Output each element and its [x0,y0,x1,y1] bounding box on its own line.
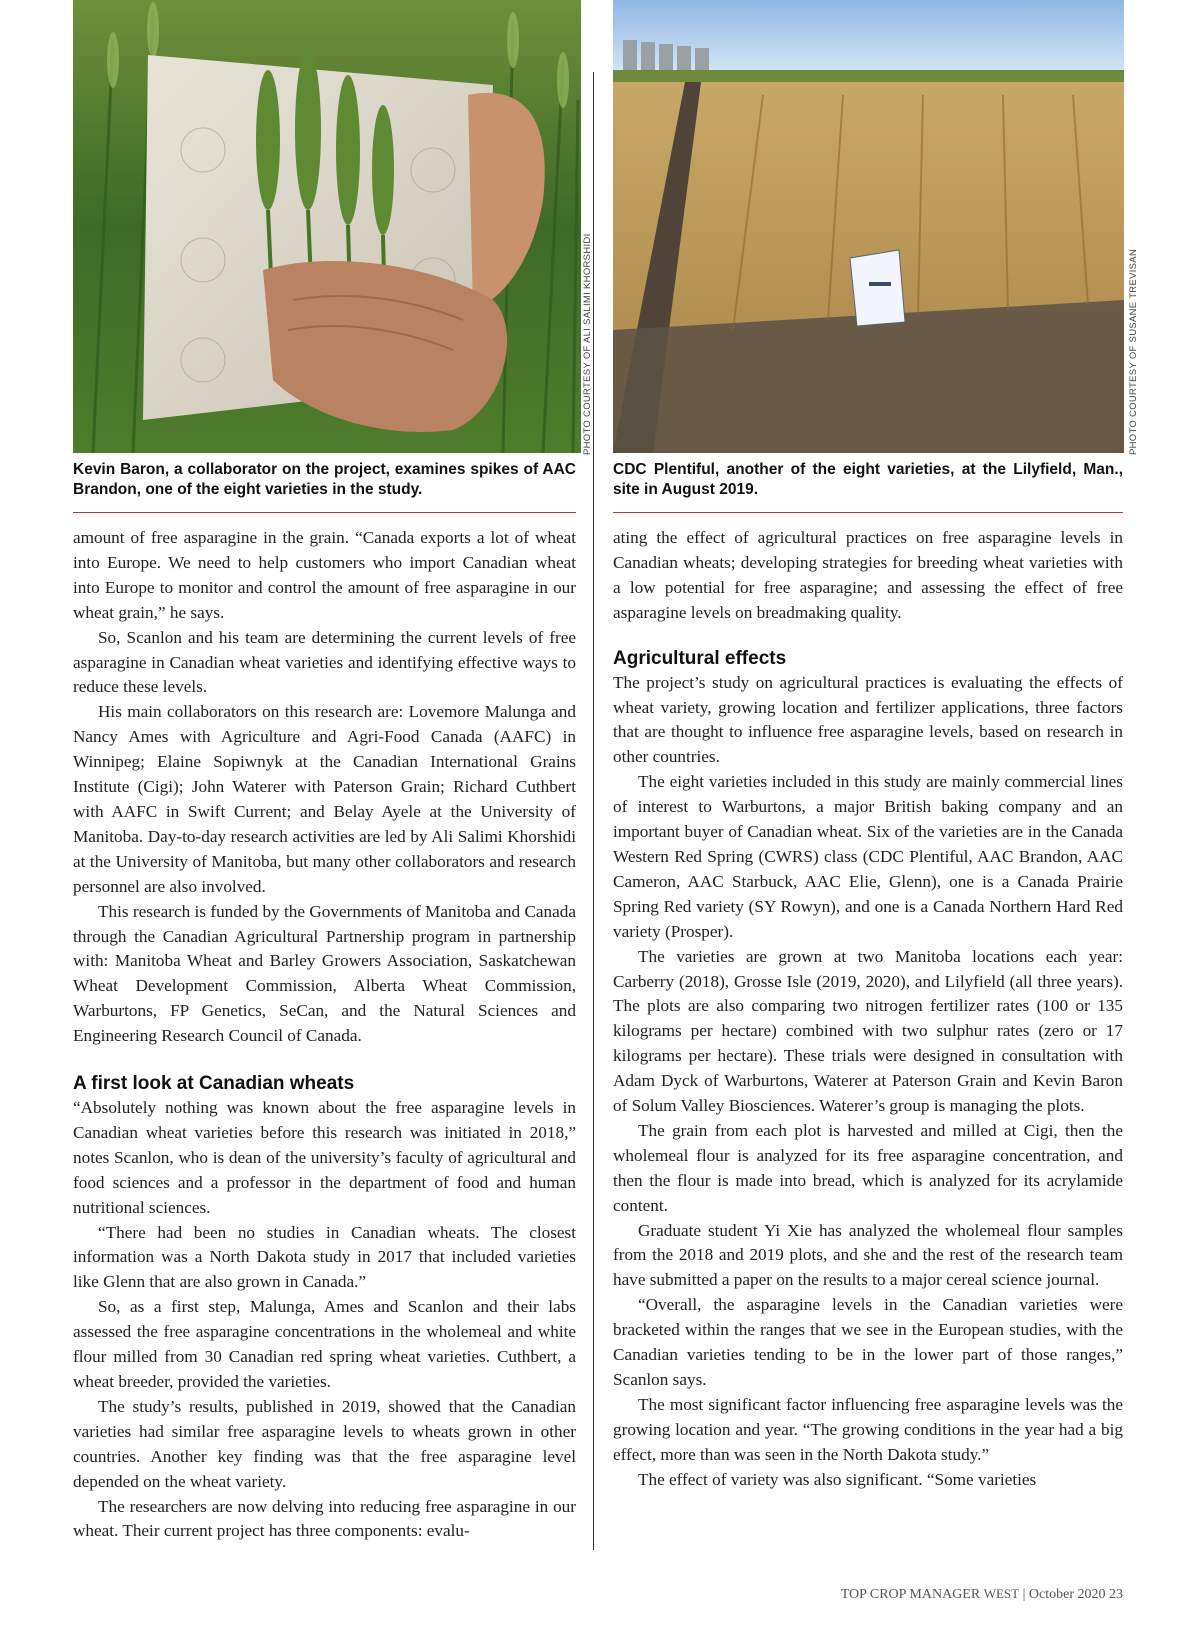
photo-caption-right: CDC Plentiful, another of the eight varieties, at the Lilyfield, Man., site in August 2019. [613,461,1123,498]
column-divider [593,72,594,1550]
body-paragraph: ating the effect of agricultural practices on free asparagine levels in Canadian wheats; developing strategies for breeding wheat varieties with a low potential for free asparagine; and assessing the effect of free asparagine levels on breadmaking quality. [613,528,1123,622]
photo-wheat-plots [613,0,1124,453]
body-paragraph: The varieties are grown at two Manitoba locations each year: Carberry (2018), Grosse Isle (2019, 2020), and Lilyfield (all three years). The plots are also comparing two nitrogen fertilizer rates (100 or 135 kilograms per hectare) combined with two sulphur rates (zero or 17 kilograms per hectare). These trials were designed in consultation with Adam Dyck of Warburtons, Waterer at Paterson Grain and Kevin Baron of Solum Valley Biosciences. Waterer’s group is managing the plots. [613,946,1123,1116]
footer-separator: | [1022,1587,1026,1602]
body-paragraph: The eight varieties included in this study are mainly commercial lines of interest to Warburtons, a major British baking company and an important buyer of Canadian wheat. Six of the varieties are in the Canada Western Red Spring (CWRS) class (CDC Plentiful, AAC Brandon, AAC Cameron, AAC Starbuck, AAC Elie, Glenn), one is a Canada Prairie Spring Red variety (SY Rowyn), and one is a Canada Northern Hard Red variety (Prosper). [613,772,1123,941]
section-heading: Agricultural effects [613,647,787,669]
body-paragraph: His main collaborators on this research are: Lovemore Malunga and Nancy Ames with Agriculture and Agri-Food Canada (AAFC) in Winnipeg; Elaine Sopiwnyk at the Canadian International Grains Institute (Cigi); John Waterer with Paterson Grain; Richard Cuthbert with AAFC in Swift Current; and Belay Ayele at the University of Manitoba. Day-to-day research activities are led by Ali Salimi Khorshidi at the University of Manitoba, but many other collaborators and research personnel are also involved. [73,702,576,896]
wheat-spikes-image [73,0,581,453]
body-paragraph: Graduate student Yi Xie has analyzed the wholemeal flour samples from the 2018 and 2019 plots, and she and the rest of the research team have submitted a paper on the results to a major cereal science journal. [613,1220,1123,1290]
publication-name: TOP CROP MANAGER [840,1587,981,1602]
body-paragraph: “There had been no studies in Canadian wheats. The closest information was a North Dakota study in 2017 that included varieties like Glenn that are also grown in Canada.” [73,1222,576,1292]
article-left-column [73,526,576,1544]
article-right-column [613,526,1123,1493]
body-paragraph: So, Scanlon and his team are determining the current levels of free asparagine in Canadian wheat varieties and identifying effective ways to reduce these levels. [73,627,576,697]
issue-date-page: October 2020 23 [1028,1587,1123,1602]
body-paragraph: So, as a first step, Malunga, Ames and Scanlon and their labs assessed the free asparagine concentrations in the wholemeal and white flour milled from 30 Canadian red spring wheat varieties. Cuthbert, a wheat breeder, provided the varieties. [73,1297,576,1391]
body-paragraph: The study’s results, published in 2019, showed that the Canadian varieties had similar free asparagine levels to wheats grown in other countries. Another key finding was that the free asparagine level depended on the wheat variety. [73,1396,576,1491]
caption-rule-right [613,512,1123,513]
photo-caption-left: Kevin Baron, a collaborator on the project, examines spikes of AAC Brandon, one of the eight varieties in the study. [73,461,576,498]
body-paragraph: The project’s study on agricultural practices is evaluating the effects of wheat variety, growing location and fertilizer applications, three factors that are thought to influence free asparagine levels, based on research in other countries. [613,672,1123,767]
body-paragraph: The most significant factor influencing free asparagine levels was the growing location and year. “The growing conditions in the year had a big effect, more than was seen in the North Dakota study.” [613,1394,1123,1464]
body-paragraph: “Absolutely nothing was known about the free asparagine levels in Canadian wheat varieties before this research was initiated in 2018,” notes Scanlon, who is dean of the university’s faculty of agricultural and food sciences and a professor in the department of food and human nutritional sciences. [73,1098,576,1217]
page-footer [841,1586,1123,1603]
publication-edition: WEST [983,1586,1020,1601]
body-paragraph: This research is funded by the Governments of Manitoba and Canada through the Canadian Agricultural Partnership program in partnership with: Manitoba Wheat and Barley Growers Association, Saskatchewan Wheat Development Commission, Alberta Wheat Commission, Warburtons, FP Genetics, SeCan, and the Natural Sciences and Engineering Research Council of Canada. [73,901,576,1046]
section-heading: A first look at Canadian wheats [73,1073,355,1095]
body-paragraph: The grain from each plot is harvested and milled at Cigi, then the wholemeal flour is analyzed for its free asparagine concentration, and then the flour is made into bread, which is analyzed for its acrylamide content. [613,1120,1123,1215]
caption-rule-left [73,512,576,513]
body-paragraph: “Overall, the asparagine levels in the Canadian varieties were bracketed within the ranges that we see in the European studies, with the Canadian varieties tending to be in the lower part of those ranges,” Scanlon says. [613,1295,1123,1389]
body-paragraph: amount of free asparagine in the grain. “Canada exports a lot of wheat into Europe. We need to help customers who import Canadian wheat into Europe to monitor and control the amount of free asparagine in our wheat grain,” he says. [73,528,576,622]
photo-wheat-spikes [73,0,581,453]
wheat-plots-image [613,0,1124,453]
photo-credit-right: PHOTO COURTESY OF SUSANE TREVISAN [1128,248,1139,455]
photo-credit-left: PHOTO COURTESY OF ALI SALIMI KHORSHIDI [582,233,593,455]
body-paragraph: The effect of variety was also significant. “Some varieties [638,1469,1037,1489]
body-paragraph: The researchers are now delving into reducing free asparagine in our wheat. Their current project has three components: evalu- [73,1496,576,1541]
